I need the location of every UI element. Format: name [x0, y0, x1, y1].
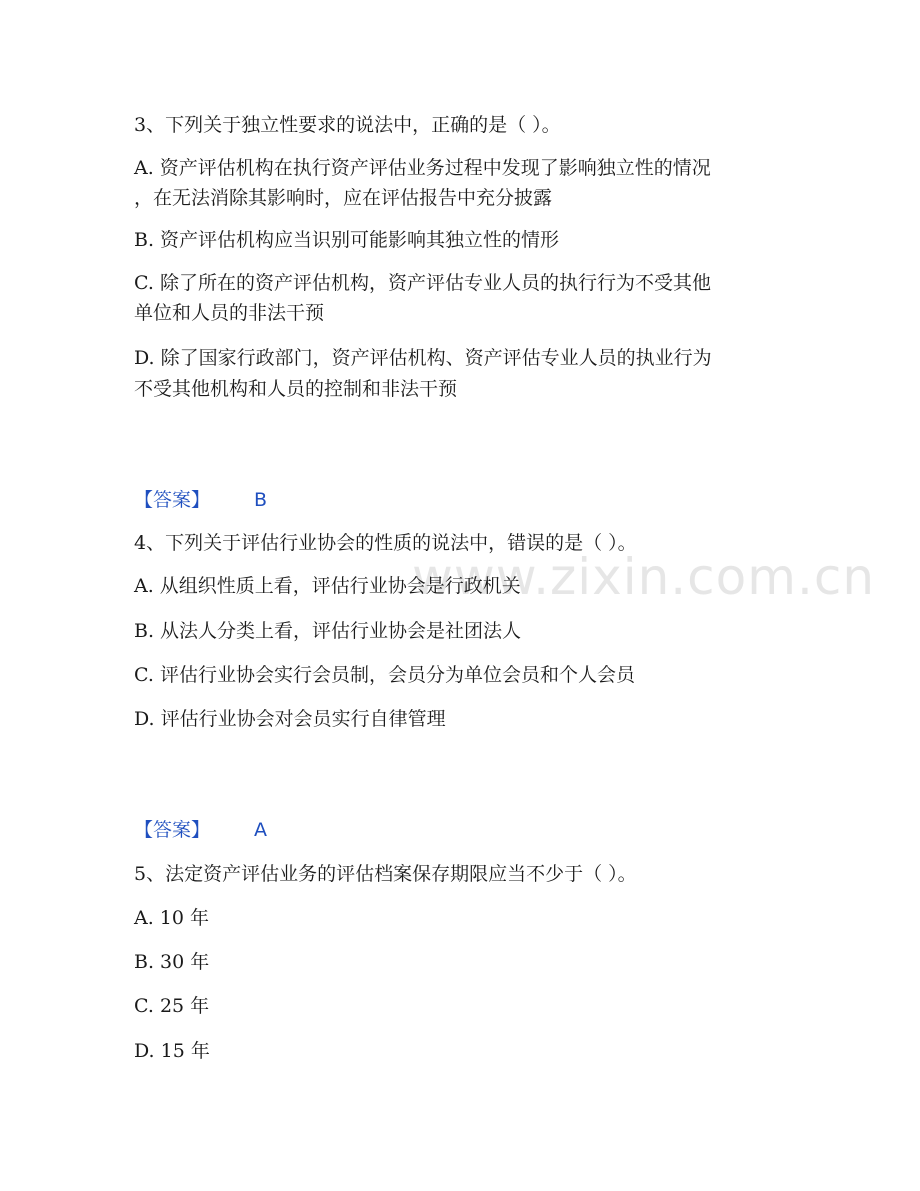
answer-label: 【答案】	[134, 489, 211, 511]
question-5-option-d: D. 15 年	[134, 1040, 210, 1062]
question-3-option-c-line2: 单位和人员的非法干预	[134, 302, 325, 324]
question-3-option-d-line1: D. 除了国家行政部门，资产评估机构、资产评估专业人员的执业行为	[134, 347, 712, 369]
question-3-option-c-line1: C. 除了所在的资产评估机构，资产评估专业人员的执行行为不受其他	[134, 272, 711, 294]
question-5-stem: 5、法定资产评估业务的评估档案保存期限应当不少于（ ）。	[134, 863, 637, 885]
watermark-text: www.zixin.com.cn	[412, 548, 876, 606]
question-4-option-a: A. 从组织性质上看，评估行业协会是行政机关	[134, 575, 521, 597]
answer-value: A	[254, 819, 267, 841]
question-3-answer	[134, 487, 267, 513]
answer-value: B	[254, 489, 268, 511]
question-5-option-a: A. 10 年	[134, 907, 210, 929]
question-4-option-c: C. 评估行业协会实行会员制，会员分为单位会员和个人会员	[134, 664, 635, 686]
answer-label: 【答案】	[134, 819, 211, 841]
question-3-option-b: B. 资产评估机构应当识别可能影响其独立性的情形	[134, 229, 560, 251]
question-3-option-a-line2: ，在无法消除其影响时，应在评估报告中充分披露	[134, 187, 553, 209]
question-4-option-d: D. 评估行业协会对会员实行自律管理	[134, 708, 446, 730]
question-5-option-c: C. 25 年	[134, 995, 210, 1017]
question-3-option-d-line2: 不受其他机构和人员的控制和非法干预	[134, 378, 458, 400]
question-5-option-b: B. 30 年	[134, 951, 210, 973]
question-4-stem: 4、下列关于评估行业协会的性质的说法中，错误的是（ ）。	[134, 532, 637, 554]
question-4-answer	[134, 817, 267, 843]
question-3-stem: 3、下列关于独立性要求的说法中，正确的是（ ）。	[134, 114, 561, 136]
question-4-option-b: B. 从法人分类上看，评估行业协会是社团法人	[134, 620, 522, 642]
question-3-option-a-line1: A. 资产评估机构在执行资产评估业务过程中发现了影响独立性的情况	[134, 157, 711, 179]
